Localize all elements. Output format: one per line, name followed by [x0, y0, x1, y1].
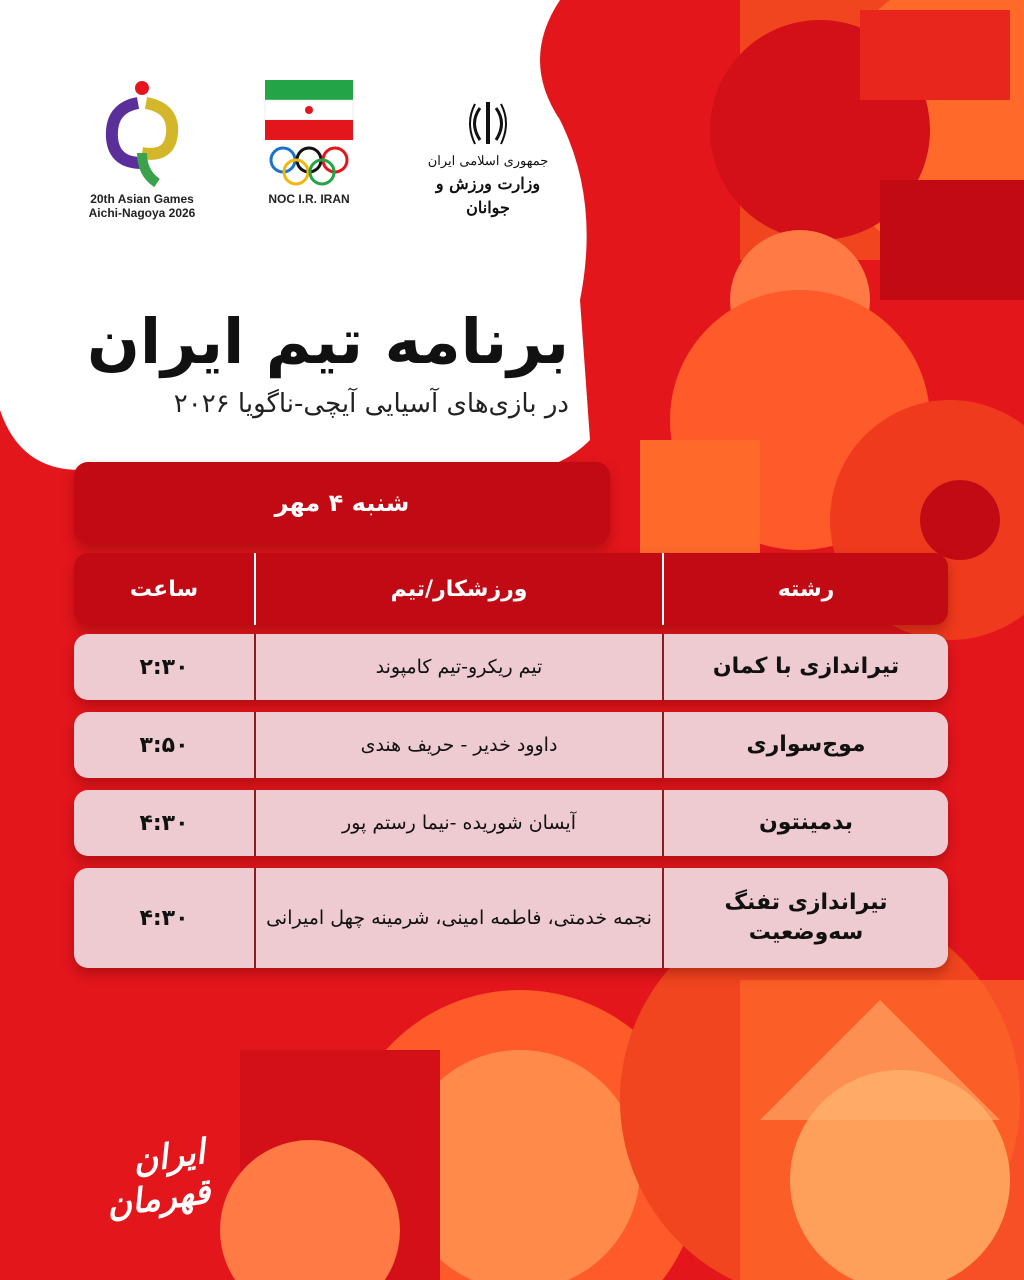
table-header: [74, 553, 948, 625]
table-row: [74, 712, 948, 778]
row-time: ۴:۳۰: [139, 810, 189, 836]
asian-games-caption-1: 20th Asian Games: [90, 192, 194, 206]
page-subtitle: در بازی‌های آسیایی آیچی-ناگویا ۲۰۲۶: [173, 389, 569, 419]
ministry-caption-1: جمهوری اسلامی ایران: [427, 154, 549, 169]
row-sport: بدمینتون: [758, 810, 854, 835]
table-row: [74, 634, 948, 700]
asian-games-emblem-icon: [102, 78, 182, 188]
column-header-athlete: ورزشکار/تیم: [254, 553, 664, 625]
asian-games-logo: [82, 78, 202, 220]
row-sport: تیراندازی با کمان: [712, 654, 900, 679]
row-athlete: نجمه خدمتی، فاطمه امینی، شرمینه چهل امیرانی: [254, 868, 664, 968]
asian-games-caption-2: Aichi-Nagoya 2026: [88, 206, 196, 220]
ministry-logo: [418, 98, 558, 220]
noc-iran-logo: [262, 78, 356, 206]
schedule-date: شنبه ۴ مهر: [74, 462, 610, 544]
row-sport: موج‌سواری: [746, 732, 866, 757]
iran-flag-olympic-rings-icon: [263, 78, 355, 188]
row-athlete: داوود خدیر - حریف هندی: [254, 712, 664, 778]
table-row: [74, 790, 948, 856]
row-athlete: آیسان شوریده -نیما رستم پور: [254, 790, 664, 856]
iran-emblem-icon: [463, 98, 513, 148]
noc-caption: NOC I.R. IRAN: [268, 192, 350, 206]
column-header-time: ساعت: [129, 576, 199, 602]
table-row: [74, 868, 948, 968]
ministry-caption-2: وزارت ورزش و جوانان: [435, 174, 541, 217]
row-time: ۳:۵۰: [139, 732, 189, 758]
iran-ghahreman-logo: ایران قهرمان: [104, 1131, 213, 1226]
row-sport: تیراندازی تفنگ سه‌وضعیت: [724, 890, 888, 945]
row-athlete: تیم ریکرو-تیم کامپوند: [254, 634, 664, 700]
row-time: ۴:۳۰: [139, 905, 189, 931]
page-title: برنامه تیم ایران: [86, 305, 569, 378]
column-header-sport: رشته: [777, 576, 835, 602]
row-time: ۲:۳۰: [139, 654, 189, 680]
